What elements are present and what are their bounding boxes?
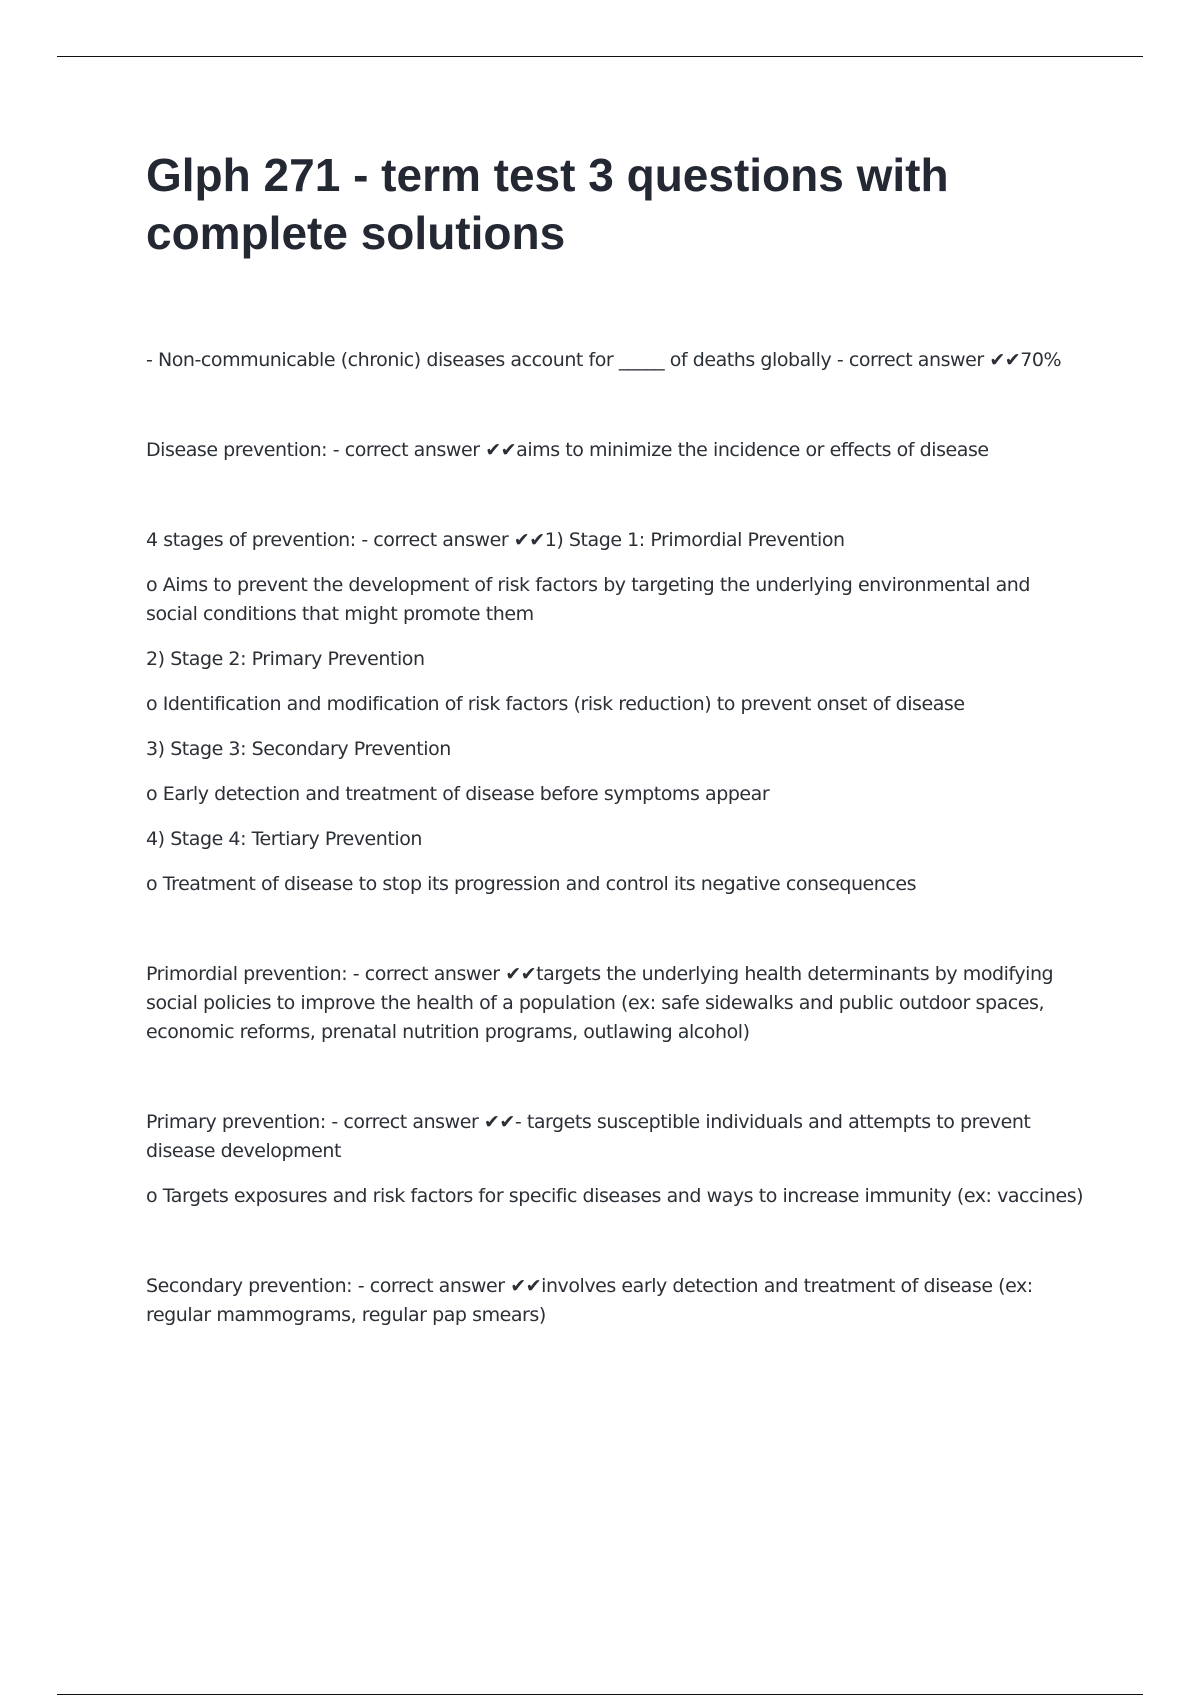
- qa-disease-prevention: Disease prevention: - correct answer ✔✔aims to minimize the incidence or effects of disease: [146, 439, 989, 461]
- stage-2-heading: 2) Stage 2: Primary Prevention: [146, 648, 425, 670]
- stage-4-heading: 4) Stage 4: Tertiary Prevention: [146, 828, 422, 850]
- qa-noncommunicable-diseases: - Non-communicable (chronic) diseases account for _____ of deaths globally - correct answer ✔✔70%: [146, 349, 1062, 371]
- qa-primordial-prevention: Primordial prevention: - correct answer ✔✔targets the underlying health determinants by modifying social policies to improve the health of a population (ex: safe sidewalks and public outdoor spaces, economic reforms, prenatal nutrition programs, outlawing alcohol): [146, 963, 1054, 1043]
- stage-1-description: o Aims to prevent the development of risk factors by targeting the underlying environmental and social conditions that might promote them: [146, 574, 1031, 625]
- stage-4-description: o Treatment of disease to stop its progression and control its negative consequences: [146, 873, 917, 895]
- document-body: [146, 346, 1086, 1330]
- qa-secondary-prevention: Secondary prevention: - correct answer ✔✔involves early detection and treatment of disease (ex: regular mammograms, regular pap smears): [146, 1275, 1033, 1326]
- qa-stages-of-prevention: 4 stages of prevention: - correct answer ✔✔1) Stage 1: Primordial Prevention: [146, 529, 845, 551]
- qa-primary-prevention: Primary prevention: - correct answer ✔✔- targets susceptible individuals and attempts to prevent disease development: [146, 1111, 1031, 1162]
- primary-prevention-detail: o Targets exposures and risk factors for specific diseases and ways to increase immunity (ex: vaccines): [146, 1185, 1084, 1207]
- stage-3-description: o Early detection and treatment of disease before symptoms appear: [146, 783, 770, 805]
- top-rule: [57, 56, 1143, 57]
- stage-3-heading: 3) Stage 3: Secondary Prevention: [146, 738, 451, 760]
- stage-2-description: o Identification and modification of risk factors (risk reduction) to prevent onset of disease: [146, 693, 965, 715]
- page-title: Glph 271 - term test 3 questions with complete solutions: [146, 149, 949, 259]
- bottom-rule: [57, 1694, 1143, 1695]
